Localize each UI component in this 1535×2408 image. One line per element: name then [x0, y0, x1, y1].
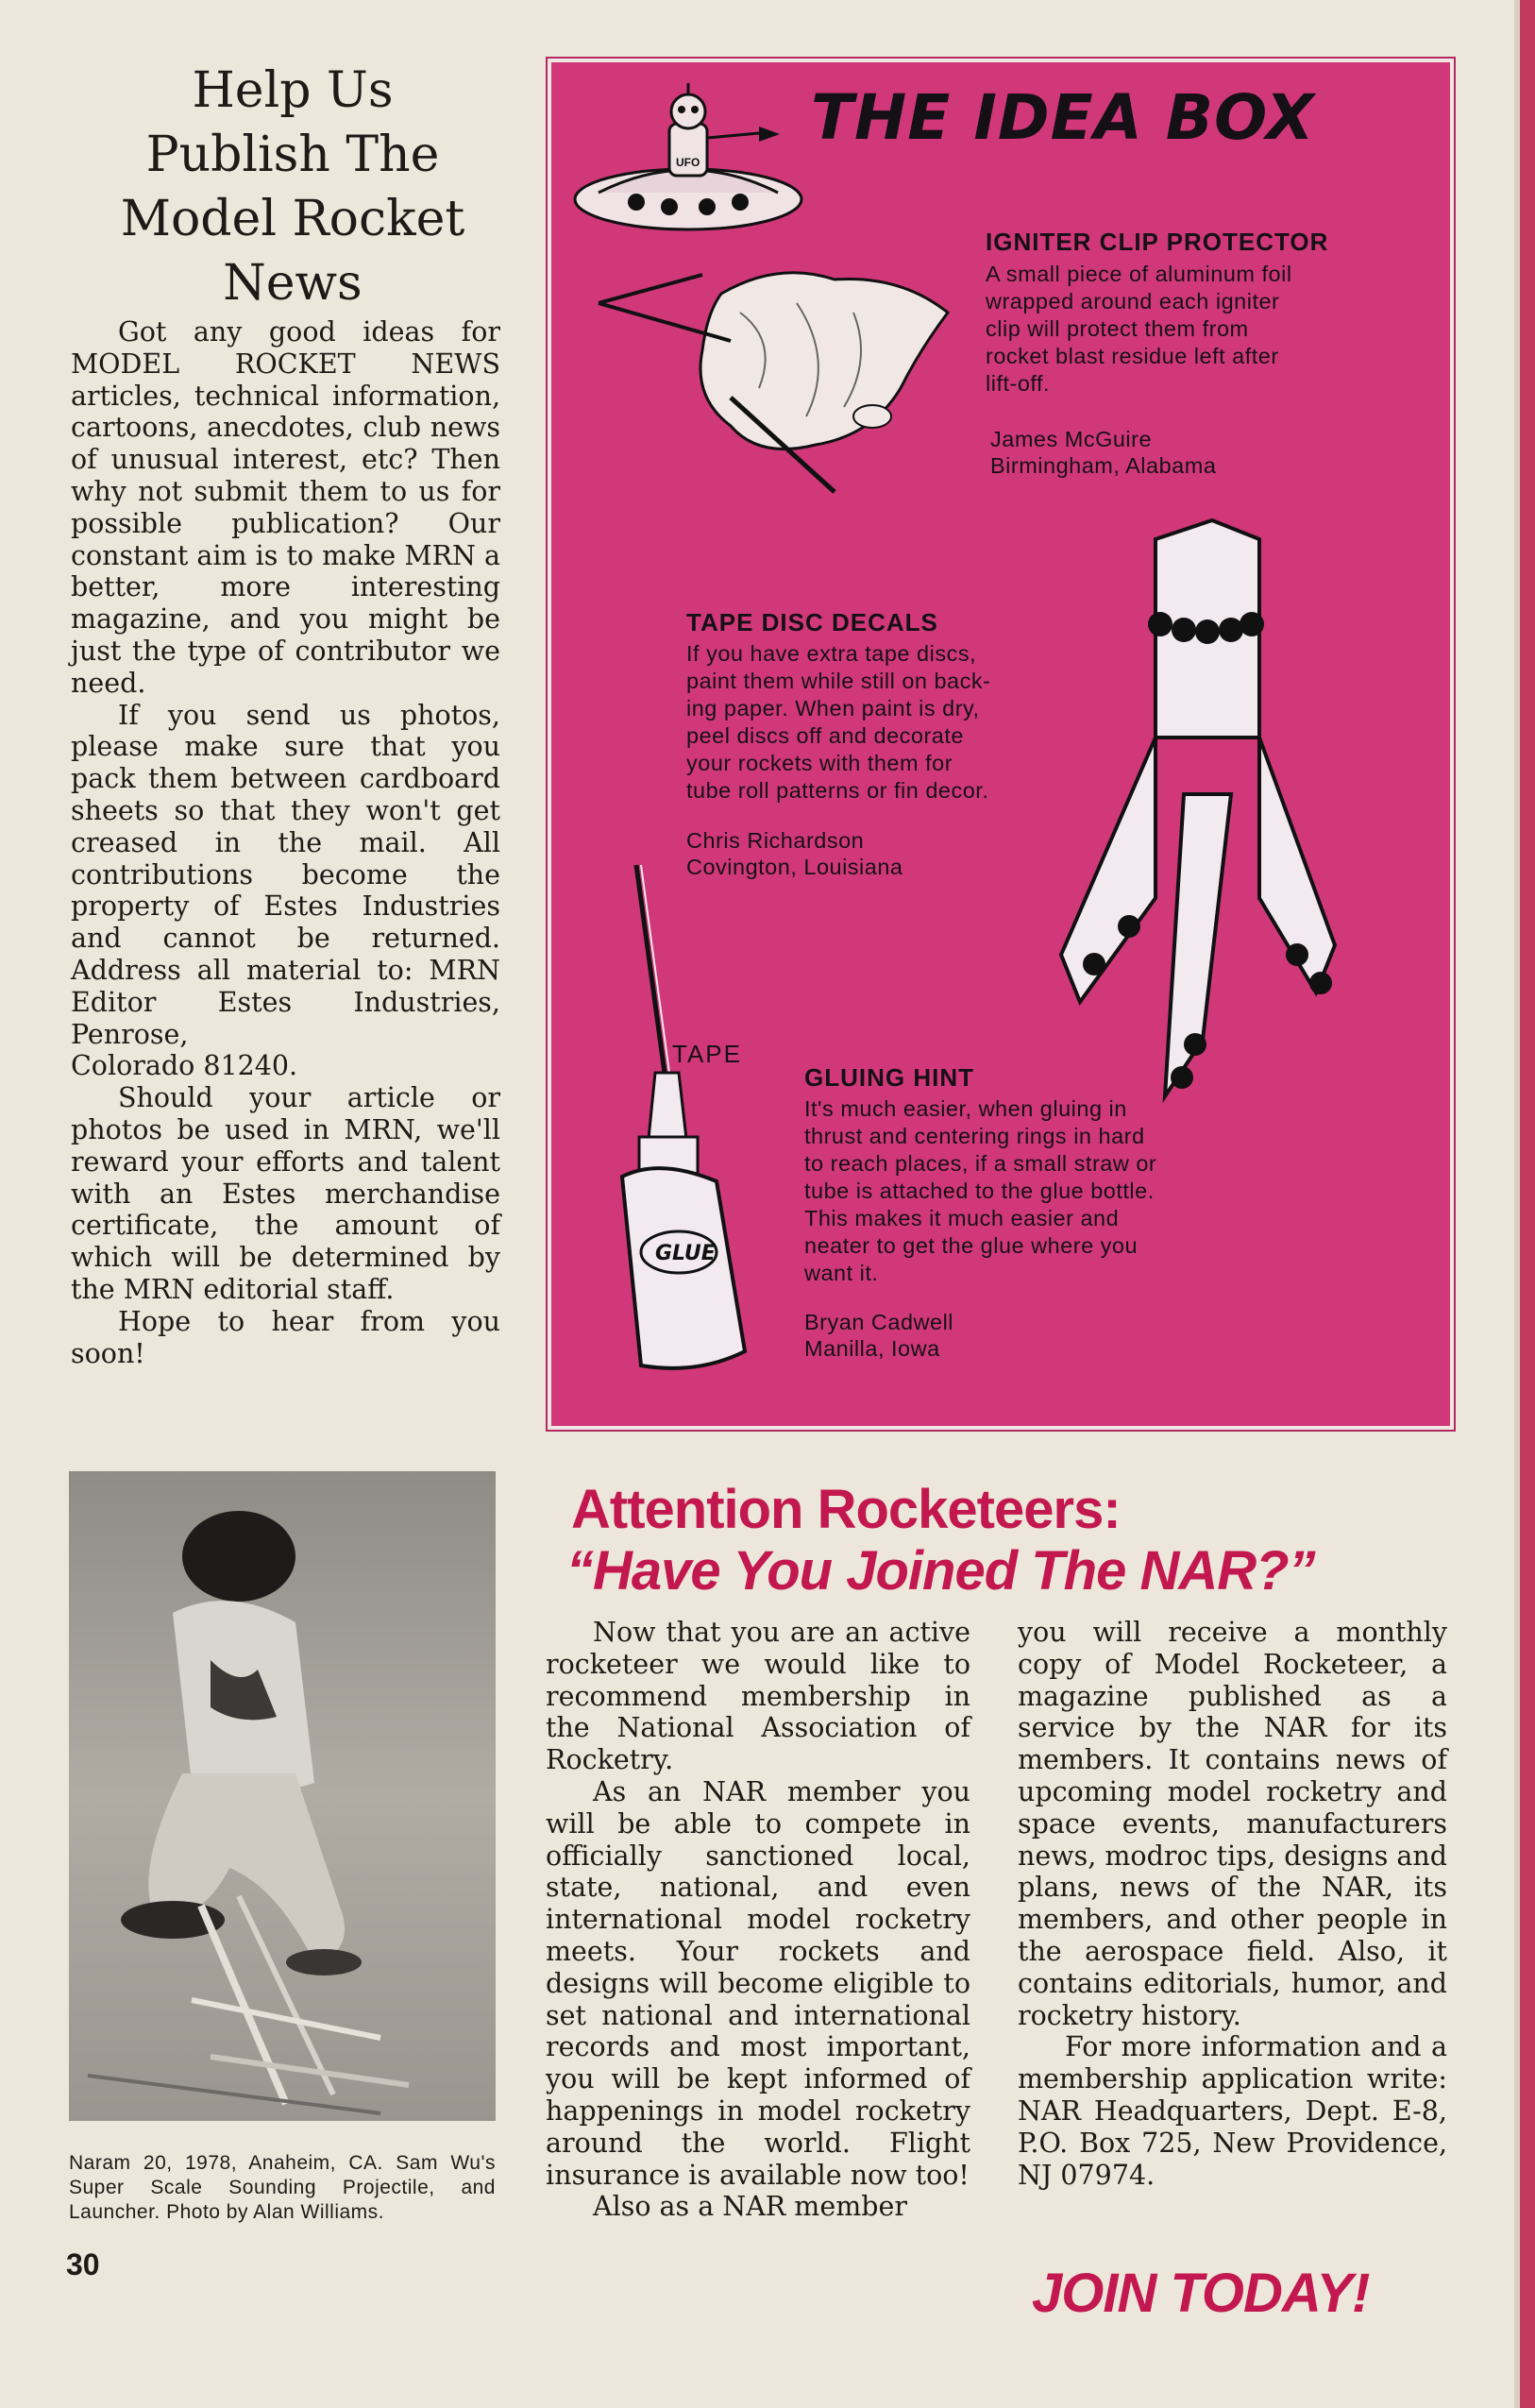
tip-line: tube roll patterns or fin decor.: [686, 778, 989, 803]
tip-heading: GLUING HINT: [804, 1063, 974, 1092]
paragraph: Hope to hear from you soon!: [71, 1305, 500, 1369]
tip-text: [986, 261, 1292, 398]
tip-line: A small piece of aluminum foil: [986, 262, 1292, 286]
title-line: News: [223, 255, 363, 312]
tip-heading: TAPE DISC DECALS: [686, 608, 938, 636]
paragraph: If you send us photos, please make sure that you pack them between cardboard sheets so that they won't get creased in the mail. All contributions become the property of Estes Industries and cannot be returned. Address all material to: MRN Editor Estes Industries, Penrose,: [71, 699, 500, 1050]
rocketeer-photo: [69, 1471, 496, 2121]
next-page-strip: [1520, 0, 1535, 2408]
tip-line: thrust and centering rings in hard: [804, 1124, 1145, 1148]
tip-text: [804, 1095, 1156, 1287]
nar-headline: Attention Rocketeers:: [571, 1479, 1121, 1540]
photo-caption: Naram 20, 1978, Anaheim, CA. Sam Wu's Super Scale Sounding Projectile, and Launcher. Photo by Alan Williams.: [69, 2152, 496, 2223]
tip-line: peel discs off and decorate: [686, 723, 964, 748]
paragraph: Also as a NAR member: [593, 2191, 907, 2223]
author-name: James McGuire: [990, 427, 1153, 451]
tip-line: wrapped around each igniter: [986, 289, 1280, 314]
tip-line: This makes it much easier and: [804, 1206, 1120, 1230]
help-article-body: [71, 316, 500, 1369]
author-location: Covington, Louisiana: [686, 855, 903, 879]
tip-author: [990, 426, 1216, 479]
idea-box-panel: [548, 59, 1454, 1430]
tip-line: tube is attached to the glue bottle.: [804, 1179, 1155, 1203]
author-location: Manilla, Iowa: [804, 1336, 940, 1361]
tip-author: [804, 1309, 953, 1362]
title-line: Help Us: [192, 62, 394, 119]
nar-column-1: [546, 1617, 970, 2223]
tip-line: rocket blast residue left after: [986, 344, 1279, 368]
tip-line: ing paper. When paint is dry,: [686, 696, 980, 721]
idea-box-title: THE IDEA BOX: [811, 81, 1315, 154]
tip-text: [686, 640, 990, 805]
tip-heading: IGNITER CLIP PROTECTOR: [986, 228, 1329, 256]
title-line: Model Rocket: [120, 191, 465, 247]
paragraph: As an NAR member you will be able to compete in officially sanctioned local, state, national, and even international model rocketry meets. Your rockets and designs will become eligible to set national and international records and most important, you will be kept informed of happenings in model rocketry around the world. Flight insurance is available now too!: [546, 1775, 970, 2191]
ufo-label: UFO: [676, 156, 700, 169]
tip-line: lift-off.: [986, 371, 1051, 396]
rocket-fins-illustration: [1042, 511, 1354, 1115]
tip-line: clip will protect them from: [986, 316, 1249, 341]
help-article-title: [71, 59, 514, 315]
paragraph: Should your article or photos be used in MRN, we'll reward your efforts and talent with an Estes merchandise certificate, the amount of which will be determined by the MRN editorial staff.: [71, 1082, 500, 1305]
author-location: Birmingham, Alabama: [990, 453, 1217, 478]
tip-line: neater to get the glue where you: [804, 1233, 1139, 1258]
tip-line: If you have extra tape discs,: [686, 641, 977, 666]
tip-line: your rockets with them for: [686, 751, 953, 775]
page-number: 30: [66, 2247, 100, 2281]
paragraph: Colorado 81240.: [71, 1050, 298, 1082]
title-line: Publish The: [145, 127, 440, 183]
paragraph: Now that you are an active rocketeer we would like to recommend membership in the National Association of Rocketry.: [546, 1617, 970, 1776]
igniter-clip-illustration: [589, 256, 1004, 501]
author-name: Chris Richardson: [686, 828, 865, 853]
join-today-callout: JOIN TODAY!: [1032, 2263, 1370, 2324]
tip-line: to reach places, if a small straw or: [804, 1151, 1157, 1176]
author-name: Bryan Cadwell: [804, 1310, 954, 1334]
glue-bottle-illustration: [603, 856, 773, 1384]
tip-line: want it.: [804, 1261, 879, 1285]
nar-column-2: [1018, 1617, 1447, 2191]
paragraph: you will receive a monthly copy of Model Rocketeer, a magazine published as a service by the NAR for its members. It contains news of upcoming model rocketry and space events, manufacturers news, modroc tips, designs and plans, news of the NAR, its members, and other people in the aerospace field. Also, it contains editorials, humor, and rocketry history.: [1018, 1617, 1447, 2031]
paragraph: For more information and a membership application write: NAR Headquarters, Dept. E-8, P.O. Box 725, New Providence, NJ 07974.: [1018, 2031, 1447, 2191]
tip-line: It's much easier, when gluing in: [804, 1096, 1127, 1121]
tip-line: paint them while still on back-: [686, 669, 991, 693]
nar-subheadline: “Have You Joined The NAR?”: [566, 1540, 1315, 1602]
paragraph: Got any good ideas for MODEL ROCKET NEWS articles, technical information, cartoons, anecdotes, club news of unusual interest, etc? Then why not submit them to us for possible publication? Our constant aim is to make MRN a better, more interesting magazine, and you might be just the type of contributor we need.: [71, 316, 500, 699]
tape-label: TAPE: [672, 1040, 742, 1068]
glue-label: GLUE: [655, 1242, 716, 1265]
ufo-illustration: [570, 81, 816, 242]
